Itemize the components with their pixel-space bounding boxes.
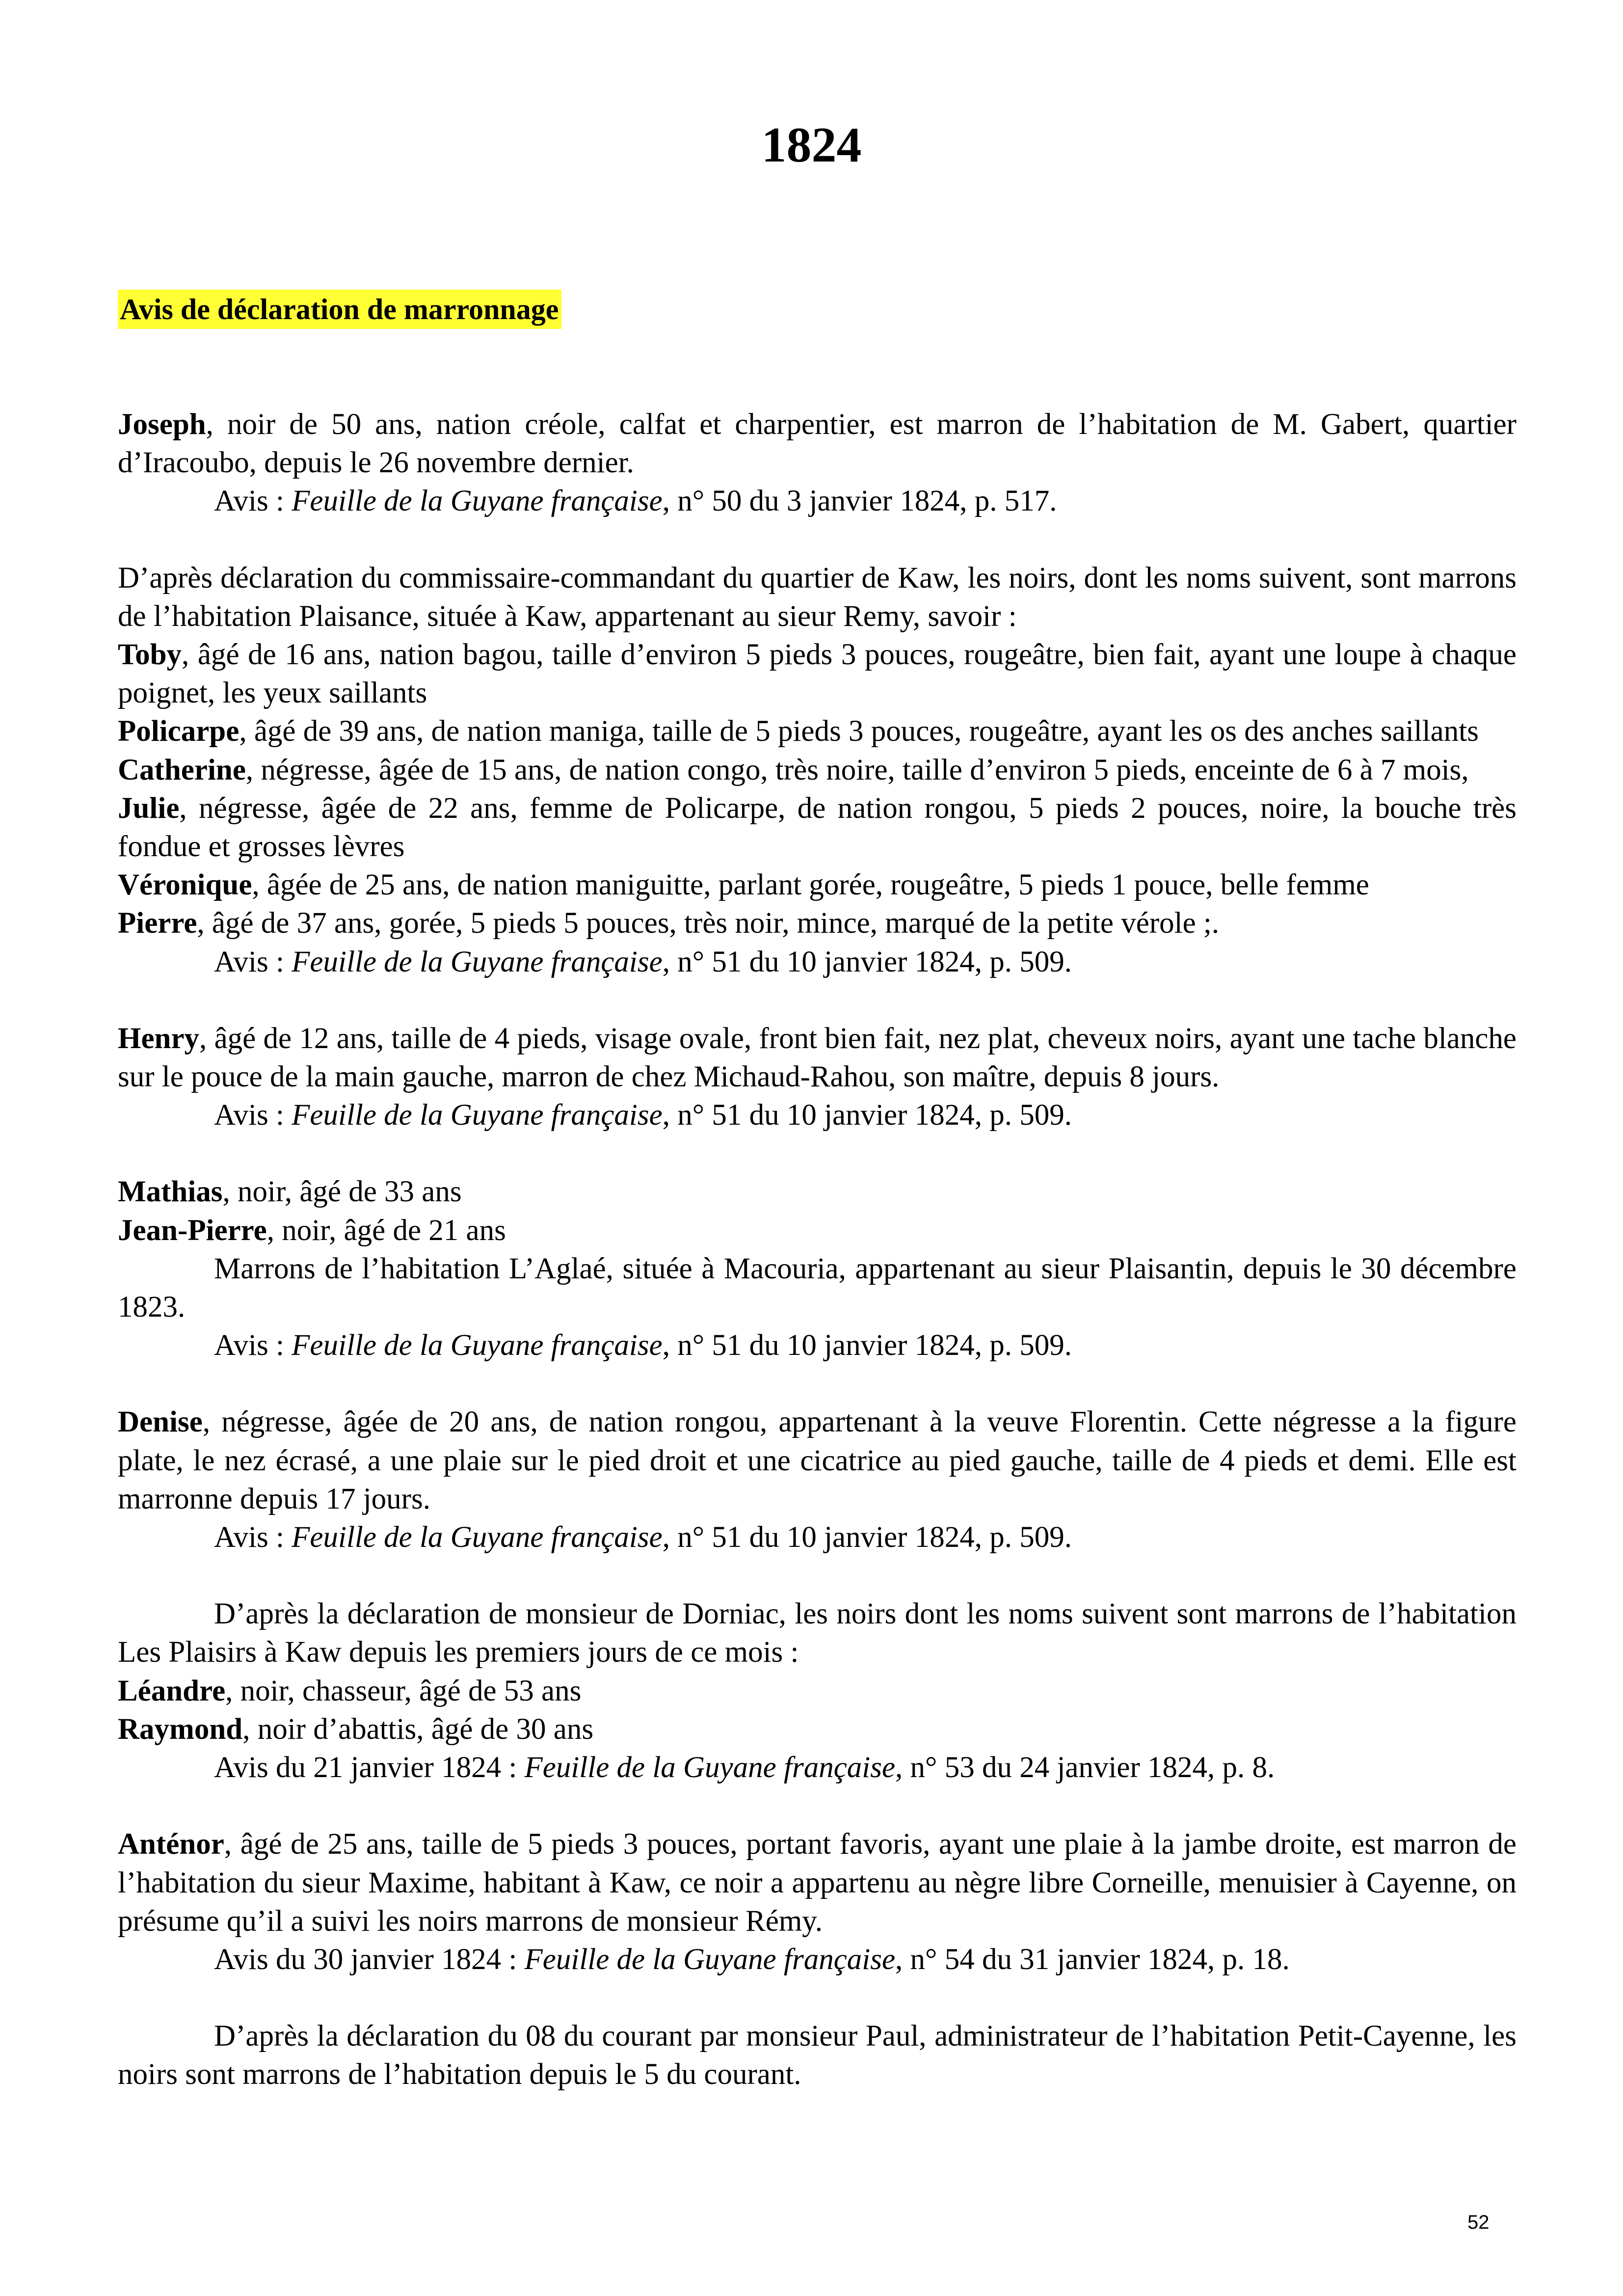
person-name: Julie xyxy=(118,791,180,825)
source-title: Feuille de la Guyane française xyxy=(292,1099,663,1132)
person-name: Pierre xyxy=(118,907,197,940)
entry-paragraph: Mathias, noir, âgé de 33 ans xyxy=(118,1175,462,1209)
person-name: Mathias xyxy=(118,1175,223,1209)
source-reference: Avis : Feuille de la Guyane française, n° 51 du 10 janvier 1824, p. 509. xyxy=(214,1099,1072,1132)
section-title: Avis de déclaration de marronnage xyxy=(118,290,561,329)
source-reference: Avis du 30 janvier 1824 : Feuille de la Guyane française, n° 54 du 31 janvier 1824, p. 18. xyxy=(214,1943,1290,1976)
document-body xyxy=(118,405,1517,2094)
person-name: Anténor xyxy=(118,1828,224,1861)
source-title: Feuille de la Guyane française xyxy=(292,1329,663,1362)
entry-paragraph: Denise, négresse, âgée de 20 ans, de nation rongou, appartenant à la veuve Florentin. Cette négresse a la figure plate, le nez écrasé, a une plaie sur le pied droit et une cicatrice au pied gauche, taille de 4 pieds et demi. Elle est marronne depuis 17 jours. xyxy=(118,1405,1517,1515)
entry-paragraph: Raymond, noir d’abattis, âgé de 30 ans xyxy=(118,1712,594,1746)
source-title: Feuille de la Guyane française xyxy=(292,485,663,518)
entry-paragraph: Jean-Pierre, noir, âgé de 21 ans xyxy=(118,1214,506,1247)
entry-note: Marrons de l’habitation L’Aglaé, située à Macouria, appartenant au sieur Plaisantin, depuis le 30 décembre 1823. xyxy=(118,1252,1517,1324)
page-year-heading: 1824 xyxy=(761,117,862,173)
entry-paragraph: Julie, négresse, âgée de 22 ans, femme de Policarpe, de nation rongou, 5 pieds 2 pouces, noire, la bouche très fondue et grosses lèvres xyxy=(118,791,1517,864)
source-reference: Avis du 21 janvier 1824 : Feuille de la Guyane française, n° 53 du 24 janvier 1824, p. 8. xyxy=(214,1751,1275,1784)
person-name: Jean-Pierre xyxy=(118,1214,267,1247)
source-reference: Avis : Feuille de la Guyane française, n° 51 du 10 janvier 1824, p. 509. xyxy=(214,945,1072,978)
source-title: Feuille de la Guyane française xyxy=(524,1751,896,1784)
person-name: Toby xyxy=(118,638,182,672)
page-number: 52 xyxy=(1467,2212,1490,2233)
source-reference: Avis : Feuille de la Guyane française, n° 50 du 3 janvier 1824, p. 517. xyxy=(214,485,1057,518)
person-name: Henry xyxy=(118,1022,200,1055)
entry-intro: D’après la déclaration de monsieur de Dorniac, les noirs dont les noms suivent sont marrons de l’habitation Les Plaisirs à Kaw depuis les premiers jours de ce mois : xyxy=(118,1597,1517,1669)
source-reference: Avis : Feuille de la Guyane française, n° 51 du 10 janvier 1824, p. 509. xyxy=(214,1521,1072,1554)
person-name: Denise xyxy=(118,1405,203,1439)
entry-paragraph: Catherine, négresse, âgée de 15 ans, de nation congo, très noire, taille d’environ 5 pieds, enceinte de 6 à 7 mois, xyxy=(118,753,1469,786)
entry-paragraph: Léandre, noir, chasseur, âgé de 53 ans xyxy=(118,1674,582,1707)
entry-text: , noir de 50 ans, nation créole, calfat et charpentier, est marron de l’habitation de M. Gabert, quartier d’Iracoubo, depuis le 26 novembre dernier. xyxy=(118,408,1517,480)
source-title: Feuille de la Guyane française xyxy=(292,945,663,978)
entry-paragraph: Véronique, âgée de 25 ans, de nation maniguitte, parlant gorée, rougeâtre, 5 pieds 1 pouce, belle femme xyxy=(118,868,1369,902)
entry-paragraph: Toby, âgé de 16 ans, nation bagou, taille d’environ 5 pieds 3 pouces, rougeâtre, bien fait, ayant une loupe à chaque poignet, les yeux saillants xyxy=(118,638,1517,710)
person-name: Véronique xyxy=(118,868,252,902)
person-name: Policarpe xyxy=(118,715,239,748)
person-name: Joseph xyxy=(118,408,206,441)
entry-paragraph xyxy=(118,405,1517,482)
entry-paragraph: Policarpe, âgé de 39 ans, de nation maniga, taille de 5 pieds 3 pouces, rougeâtre, ayant les os des anches saillants xyxy=(118,715,1479,748)
person-name: Léandre xyxy=(118,1674,226,1707)
source-title: Feuille de la Guyane française xyxy=(292,1521,663,1554)
entry-paragraph: Henry, âgé de 12 ans, taille de 4 pieds, visage ovale, front bien fait, nez plat, cheveux noirs, ayant une tache blanche sur le pouce de la main gauche, marron de chez Michaud-Rahou, son maître, depuis 8 jours. xyxy=(118,1022,1517,1094)
source-title: Feuille de la Guyane française xyxy=(524,1943,896,1976)
entry-intro: D’après la déclaration du 08 du courant par monsieur Paul, administrateur de l’habitation Petit-Cayenne, les noirs sont marrons de l’habitation depuis le 5 du courant. xyxy=(118,2020,1517,2091)
person-name: Catherine xyxy=(118,753,246,786)
source-reference: Avis : Feuille de la Guyane française, n° 51 du 10 janvier 1824, p. 509. xyxy=(214,1329,1072,1362)
entry-intro: D’après déclaration du commissaire-commandant du quartier de Kaw, les noirs, dont les noms suivent, sont marrons de l’habitation Plaisance, située à Kaw, appartenant au sieur Remy, savoir : xyxy=(118,561,1517,633)
entry-paragraph: Pierre, âgé de 37 ans, gorée, 5 pieds 5 pouces, très noir, mince, marqué de la petite vérole ;. xyxy=(118,907,1220,940)
entry-paragraph: Anténor, âgé de 25 ans, taille de 5 pieds 3 pouces, portant favoris, ayant une plaie à la jambe droite, est marron de l’habitation du sieur Maxime, habitant à Kaw, ce noir a appartenu au nègre libre Corneille, menuisier à Cayenne, on présume qu’il a suivi les noirs marrons de monsieur Rémy. xyxy=(118,1828,1517,1938)
person-name: Raymond xyxy=(118,1712,243,1746)
